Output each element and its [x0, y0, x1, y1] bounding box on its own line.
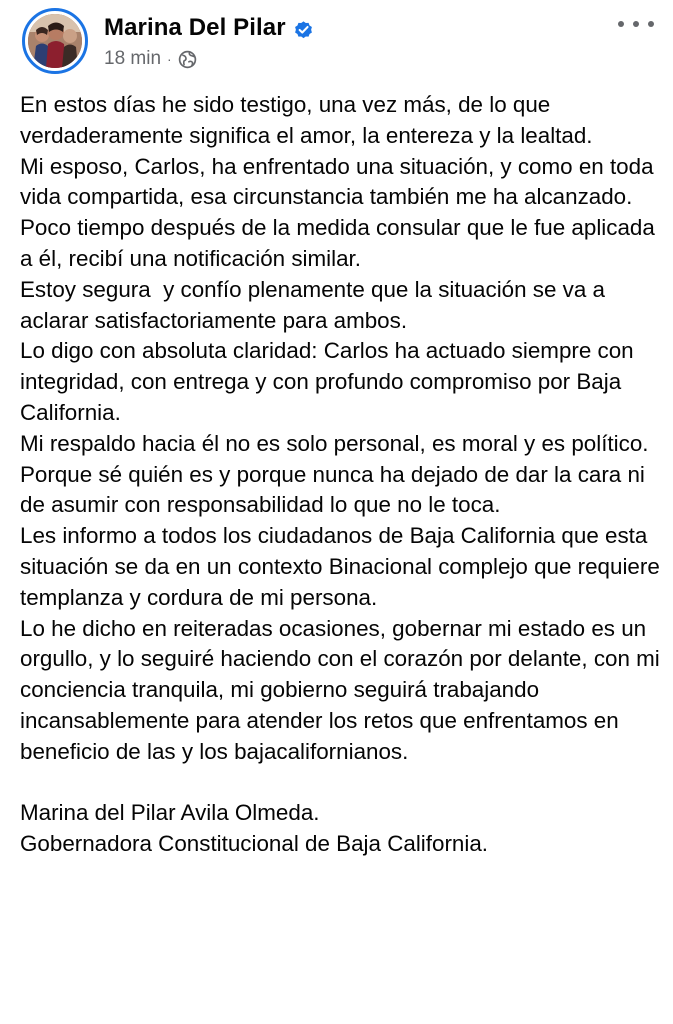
post-paragraph: Estoy segura y confío plenamente que la situación se va a aclarar satisfactoriamente para ambos.: [20, 276, 612, 333]
verified-badge-icon: [293, 18, 314, 39]
post-paragraph: Mi esposo, Carlos, ha enfrentado una situación, y como en toda vida compartida, esa circunstancia también me ha alcanzado.: [20, 153, 654, 210]
author-name[interactable]: Marina Del Pilar: [104, 14, 286, 41]
meta-separator: ·: [167, 51, 172, 67]
post-meta: [104, 47, 197, 71]
blank-line: [20, 768, 666, 799]
signature-name: Marina del Pilar Avila Olmeda.: [20, 800, 320, 826]
signature-title: Gobernadora Constitucional de Baja California.: [20, 831, 488, 857]
more-dot: [633, 21, 639, 27]
profile-photo-graphic: [28, 14, 82, 68]
more-dot: [618, 21, 624, 27]
post-paragraph: Mi respaldo hacia él no es solo personal, es moral y es político. Porque sé quién es y porque nunca ha dejado de dar la cara ni de asumir con responsabilidad lo que no le toca.: [20, 430, 649, 518]
post-timestamp[interactable]: 18 min: [104, 48, 162, 69]
post-paragraph: Lo digo con absoluta claridad: Carlos ha actuado siempre con integridad, con entrega y con profundo compromiso por Baja California.: [20, 338, 634, 425]
post-paragraph: Lo he dicho en reiteradas ocasiones, gobernar mi estado es un orgullo, y lo seguiré haciendo con el corazón por delante, con mi conciencia tranquila, mi gobierno seguirá trabajando incansablemente para atender los retos que enfrentamos en beneficio de las y los bajacalifornianos.: [20, 615, 660, 764]
author-name-row: [104, 13, 314, 43]
more-options-icon[interactable]: [618, 12, 654, 36]
author-avatar[interactable]: [22, 8, 88, 74]
post-header: [0, 0, 673, 84]
post-paragraph: Poco tiempo después de la medida consular que le fue aplicada a él, recibí una notificación similar.: [20, 215, 655, 271]
globe-icon[interactable]: [178, 50, 197, 69]
post-body: [20, 90, 666, 860]
profile-photo: [28, 14, 82, 68]
post-paragraph: En estos días he sido testigo, una vez más, de lo que verdaderamente significa el amor, la entereza y la lealtad.: [20, 92, 593, 148]
post-paragraph: Les informo a todos los ciudadanos de Baja California que esta situación se da en un contexto Binacional complejo que requiere templanza y cordura de mi persona.: [20, 523, 660, 610]
more-dot: [648, 21, 654, 27]
